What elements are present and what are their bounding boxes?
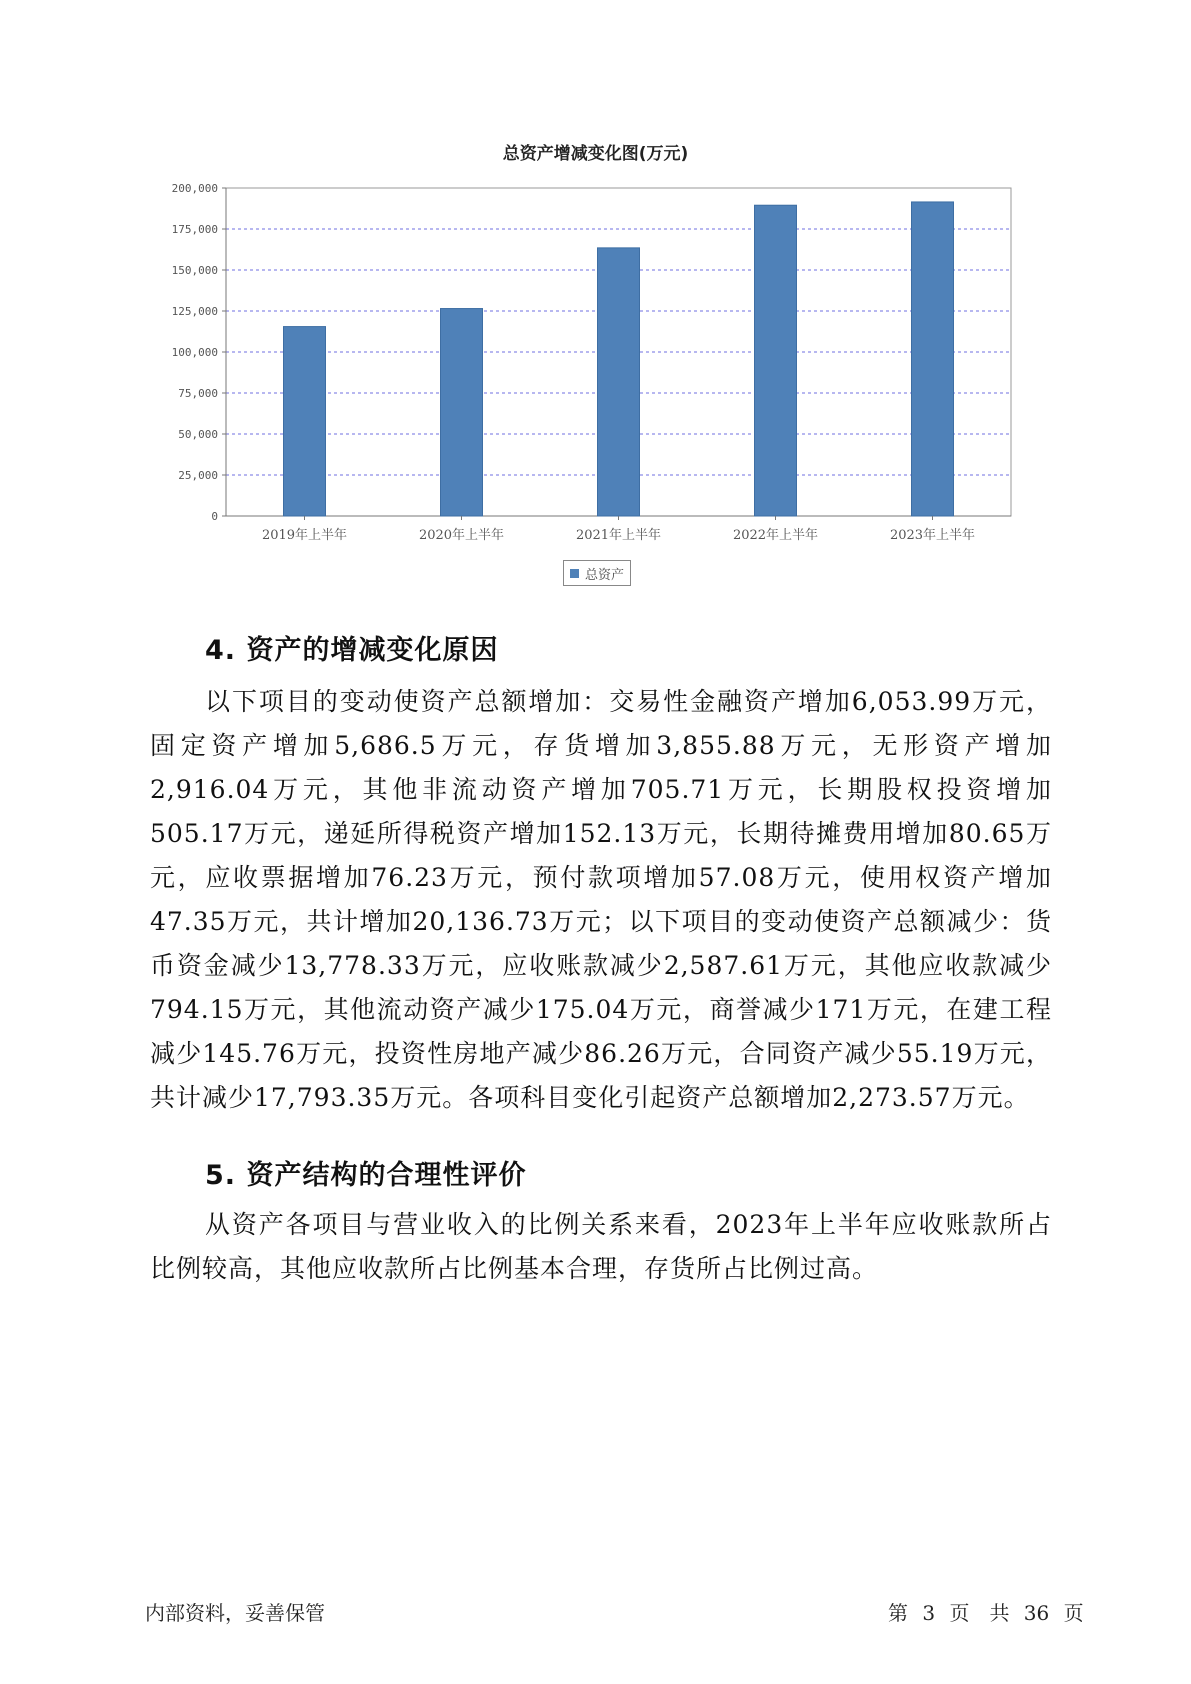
section-heading-asset-structure: 5. 资产结构的合理性评价 xyxy=(205,1160,527,1191)
legend-label: 总资产 xyxy=(585,567,625,583)
y-tick-label: 150,000 xyxy=(171,264,218,277)
y-tick-label: 175,000 xyxy=(171,223,218,236)
paragraph-text: 从资产各项目与营业收入的比例关系来看，2023年上半年应收账款所占比例较高，其他应收款所占比例基本合理，存货所占比例过高。 xyxy=(150,1210,1052,1283)
paragraph-asset-change-reasons xyxy=(150,680,1052,1120)
chart-legend xyxy=(563,560,631,586)
x-tick-label: 2019年上半年 xyxy=(261,528,348,543)
paragraph-text: 以下项目的变动使资产总额增加：交易性金融资产增加6,053.99万元，固定资产增加5,686.5万元，存货增加3,855.88万元，无形资产增加2,916.04万元，其他非流动资产增加705.71万元，长期股权投资增加505.17万元，递延所得税资产增加152.13万元，长期待摊费用增加80.65万元，应收票据增加76.23万元，预付款项增加57.08万元，使用权资产增加47.35万元，共计增加20,136.73万元；以下项目的变动使资产总额减少：货币资金减少13,778.33万元，应收账款减少2,587.61万元，其他应收款减少794.15万元，其他流动资产减少175.04万元，商誉减少171万元，在建工程减少145.76万元，投资性房地产减少86.26万元，合同资产减少55.19万元，共计减少17,793.35万元。各项科目变化引起资产总额增加2,273.57万元。 xyxy=(150,687,1052,1112)
x-tick-label: 2021年上半年 xyxy=(575,528,662,543)
footer-confidential-note: 内部资料，妥善保管 xyxy=(145,1601,325,1625)
x-tick-label: 2023年上半年 xyxy=(889,528,976,543)
y-tick-label: 100,000 xyxy=(171,346,218,359)
paragraph-asset-structure xyxy=(150,1203,1052,1291)
footer-page-number: 第 3 页 共 36 页 xyxy=(888,1601,1084,1625)
x-tick-label: 2020年上半年 xyxy=(418,528,505,543)
x-tick-label: 2022年上半年 xyxy=(732,528,819,543)
y-tick-label: 25,000 xyxy=(178,469,218,482)
bar-5 xyxy=(912,202,954,516)
y-tick-label: 50,000 xyxy=(178,428,218,441)
total-assets-bar-chart xyxy=(0,160,1191,560)
y-tick-label: 75,000 xyxy=(178,387,218,400)
bar-4 xyxy=(755,205,797,516)
y-tick-label: 0 xyxy=(211,510,218,523)
section-heading-asset-change-reasons: 4. 资产的增减变化原因 xyxy=(205,635,499,666)
y-tick-label: 125,000 xyxy=(171,305,218,318)
y-tick-label: 200,000 xyxy=(171,182,218,195)
bar-3 xyxy=(598,248,640,516)
legend-swatch xyxy=(570,569,579,578)
bar-2 xyxy=(441,309,483,516)
chart-title: 总资产增减变化图(万元) xyxy=(502,144,689,164)
bar-1 xyxy=(284,327,326,516)
